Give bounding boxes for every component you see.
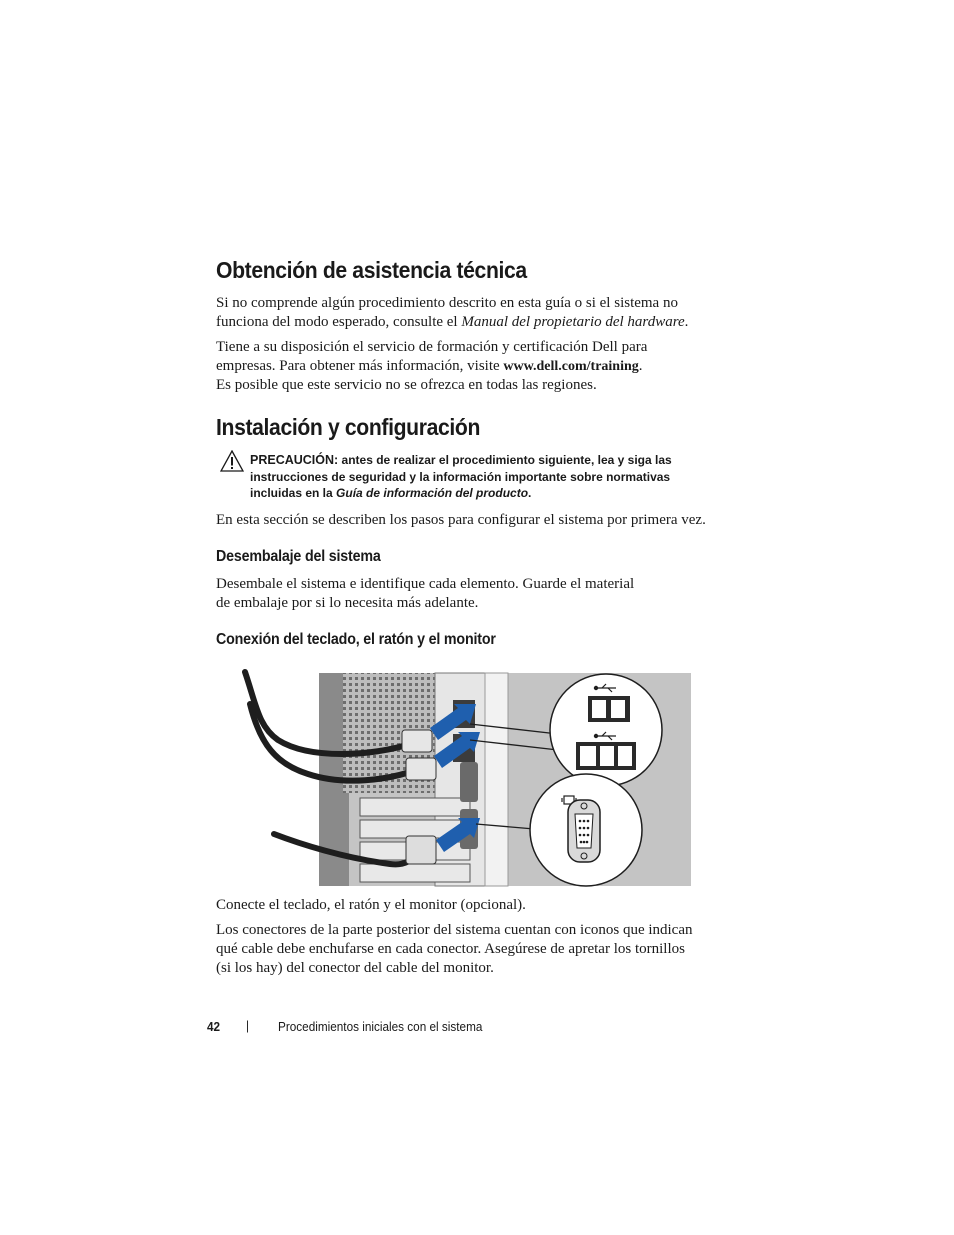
- setup-intro: [216, 511, 776, 530]
- hardware-manual-title: Manual del propietario del hardware: [461, 314, 685, 330]
- heading-installation-setup: Instalación y configuración: [216, 414, 481, 440]
- unpack-paragraph: [216, 575, 736, 613]
- text-line: Conecte el teclado, el ratón y el monitor (opcional).: [216, 897, 526, 913]
- text-line: instrucciones de seguridad y la información importante sobre normativas: [250, 469, 671, 484]
- page-number: 42: [207, 1020, 221, 1034]
- support-paragraph-2: [216, 338, 736, 395]
- text-line: (si los hay) del conector del cable del monitor.: [216, 960, 494, 976]
- io-panel-edge: [485, 673, 508, 886]
- product-info-guide-title: Guía de información del producto: [336, 486, 529, 500]
- text-span: incluidas en la: [250, 486, 337, 500]
- rear-panel-connection-illustration: [240, 664, 692, 888]
- text-span: funciona del modo esperado, consulte el: [216, 314, 462, 330]
- footer-separator: |: [246, 1019, 250, 1033]
- text-span: empresas. Para obtener más información, visite: [216, 358, 504, 374]
- text-line: Es posible que este servicio no se ofrezca en todas las regiones.: [216, 377, 597, 393]
- text-line: Desembale el sistema e identifique cada elemento. Guarde el material: [216, 576, 635, 592]
- figure-caption: [216, 896, 736, 915]
- caution-notice: [250, 452, 672, 502]
- footer-chapter-title: Procedimientos iniciales con el sistema: [278, 1020, 483, 1034]
- vga-port: [568, 800, 600, 862]
- text-span: .: [528, 486, 532, 500]
- heading-connect-peripherals: Conexión del teclado, el ratón y el monitor: [216, 631, 496, 648]
- text-span: antes de realizar el procedimiento siguiente, lea y siga las: [338, 453, 672, 467]
- text-span: .: [684, 314, 689, 330]
- text-line: En esta sección se describen los pasos para configurar el sistema por primera vez.: [216, 512, 706, 528]
- text-span: .: [638, 358, 643, 374]
- text-line: Tiene a su disposición el servicio de formación y certificación Dell para: [216, 339, 648, 355]
- text-line: de embalaje por si lo necesita más adelante.: [216, 595, 479, 611]
- heading-unpacking: Desembalaje del sistema: [216, 548, 381, 565]
- connectors-paragraph: [216, 921, 776, 978]
- text-line: qué cable debe enchufarse en cada conector. Asegúrese de apretar los tornillos: [216, 941, 685, 957]
- caution-label: PRECAUCIÓN:: [250, 453, 339, 467]
- text-line: Si no comprende algún procedimiento descrito en esta guía o si el sistema no: [216, 295, 678, 311]
- warning-triangle-icon: [220, 450, 244, 472]
- text-line: Los conectores de la parte posterior del sistema cuentan con iconos que indican: [216, 922, 693, 938]
- training-url-link[interactable]: www.dell.com/training: [503, 359, 639, 374]
- support-paragraph-1: [216, 294, 736, 332]
- heading-technical-support: Obtención de asistencia técnica: [216, 257, 527, 283]
